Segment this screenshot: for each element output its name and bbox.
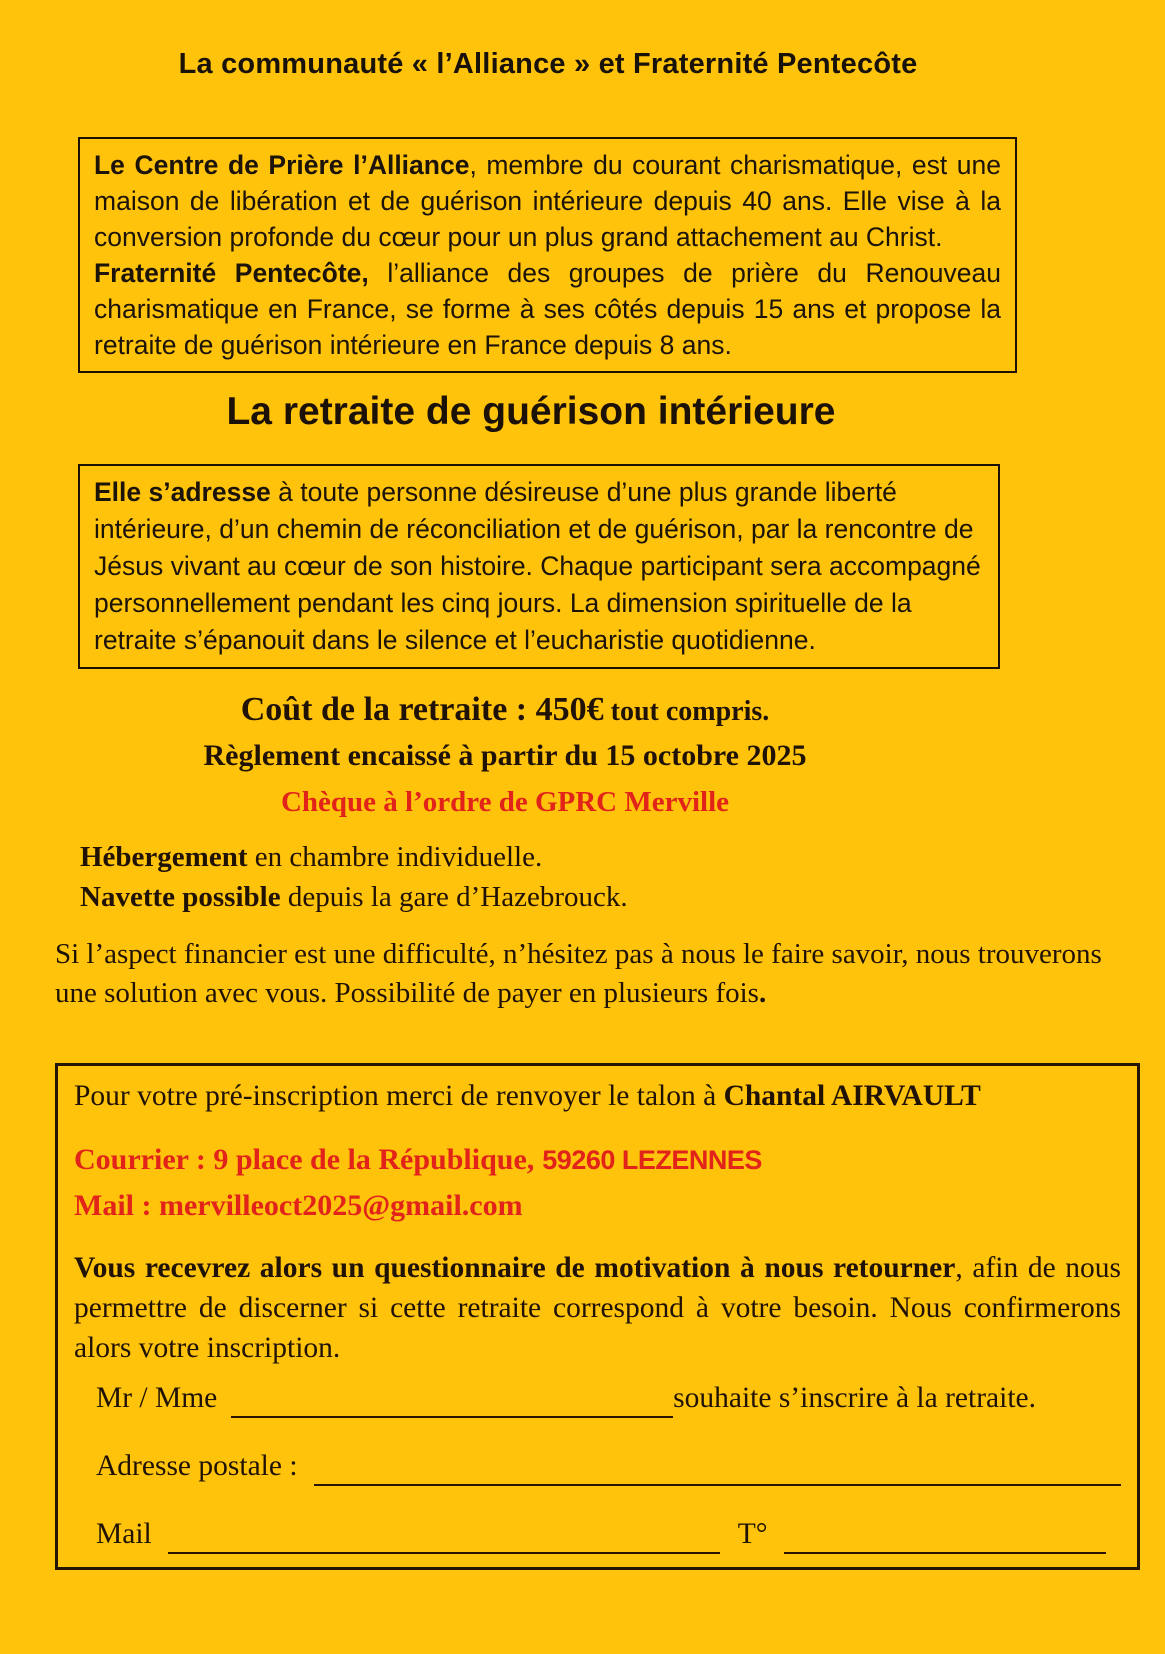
audience-lead: Elle s’adresse	[94, 477, 271, 507]
shuttle-line	[80, 877, 1165, 917]
name-label: Mr / Mme	[96, 1382, 218, 1414]
intro-p1-lead: Le Centre de Prière l’Alliance	[94, 150, 470, 180]
email-blank	[168, 1516, 720, 1554]
email-phone-form-row	[96, 1514, 1121, 1554]
email-label: Mail	[96, 1518, 152, 1550]
questionnaire-body: , afin de nous permettre de discerner si cette retraite correspond à votre besoin. Nous confirmerons alors votre inscription.	[74, 1252, 1122, 1364]
registration-box	[55, 1063, 1140, 1570]
audience-body: à toute personne désireuse d’une plus grande liberté intérieure, d’un chemin de réconciliation et de guérison, par la rencontre de Jésus vivant au cœur de son histoire. Chaque participant sera accompagné personnellement pendant les cinq jours. La dimension spirituelle de la retraite s’épanouit dans le silence et l’eucharistie quotidienne.	[94, 477, 981, 655]
lodging-line	[80, 837, 1165, 877]
intro-p1-body: , membre du courant charismatique, est une maison de libération et de guérison intérieure depuis 40 ans. Elle vise à la conversion profonde du cœur pour un plus grand attachement au Christ.	[94, 150, 1002, 252]
intro-paragraph-2	[94, 255, 1001, 363]
contact-email-line: Mail : mervilleoct2025@gmail.com	[74, 1189, 523, 1222]
financial-note-period: .	[758, 977, 767, 1009]
cost-amount: Coût de la retraite : 450€	[240, 691, 604, 728]
cost-block	[0, 689, 1010, 821]
address-label: Adresse postale :	[96, 1450, 298, 1482]
intro-paragraph-1	[94, 147, 1001, 255]
payment-date-line: Règlement encaissé à partir du 15 octobre 2025	[203, 739, 807, 772]
lodging-body: en chambre individuelle.	[247, 841, 543, 873]
phone-blank	[784, 1516, 1106, 1554]
page-title: La communauté « l’Alliance » et Fraternité Pentecôte	[178, 48, 918, 80]
registration-intro	[74, 1076, 1121, 1116]
cost-line	[0, 689, 1010, 733]
intro-p2-lead: Fraternité Pentecôte,	[94, 258, 369, 288]
cheque-order-line: Chèque à l’ordre de GPRC Merville	[280, 786, 730, 818]
address-form-row	[96, 1446, 1121, 1486]
shuttle-body: depuis la gare d’Hazebrouck.	[280, 881, 628, 913]
financial-note	[55, 935, 1115, 1013]
name-blank	[231, 1380, 673, 1418]
postal-address-line	[74, 1140, 1121, 1180]
shuttle-lead: Navette possible	[80, 881, 281, 913]
phone-label: T°	[737, 1518, 768, 1550]
registration-intro-text: Pour votre pré-inscription merci de renvoyer le talon à	[74, 1080, 724, 1112]
lodging-block	[80, 837, 1165, 917]
financial-note-text: Si l’aspect financier est une difficulté, n’hésitez pas à nous le faire savoir, nous trouverons une solution avec vous. Possibilité de payer en plusieurs fois	[55, 938, 1102, 1009]
lodging-lead: Hébergement	[80, 841, 248, 873]
intro-box	[78, 137, 1017, 373]
questionnaire-note	[74, 1248, 1121, 1368]
audience-paragraph	[94, 474, 984, 659]
address-blank	[314, 1448, 1121, 1486]
audience-box	[78, 464, 1000, 669]
intro-p2-body: l’alliance des groupes de prière du Renouveau charismatique en France, se forme à ses côtés depuis 15 ans et propose la retraite de guérison intérieure en France depuis 8 ans.	[94, 258, 1001, 360]
name-form-row	[96, 1378, 1121, 1418]
contact-name: Chantal AIRVAULT	[723, 1080, 981, 1112]
wishes-to-register-label: souhaite s’inscrire à la retraite.	[673, 1382, 1036, 1414]
questionnaire-lead: Vous recevrez alors un questionnaire de motivation à nous retourner	[74, 1252, 956, 1284]
postal-address-street: Courrier : 9 place de la République,	[74, 1143, 535, 1176]
cost-suffix: tout compris.	[603, 696, 770, 727]
retreat-heading: La retraite de guérison intérieure	[226, 390, 836, 433]
postal-address-city: 59260 LEZENNES	[542, 1145, 762, 1175]
